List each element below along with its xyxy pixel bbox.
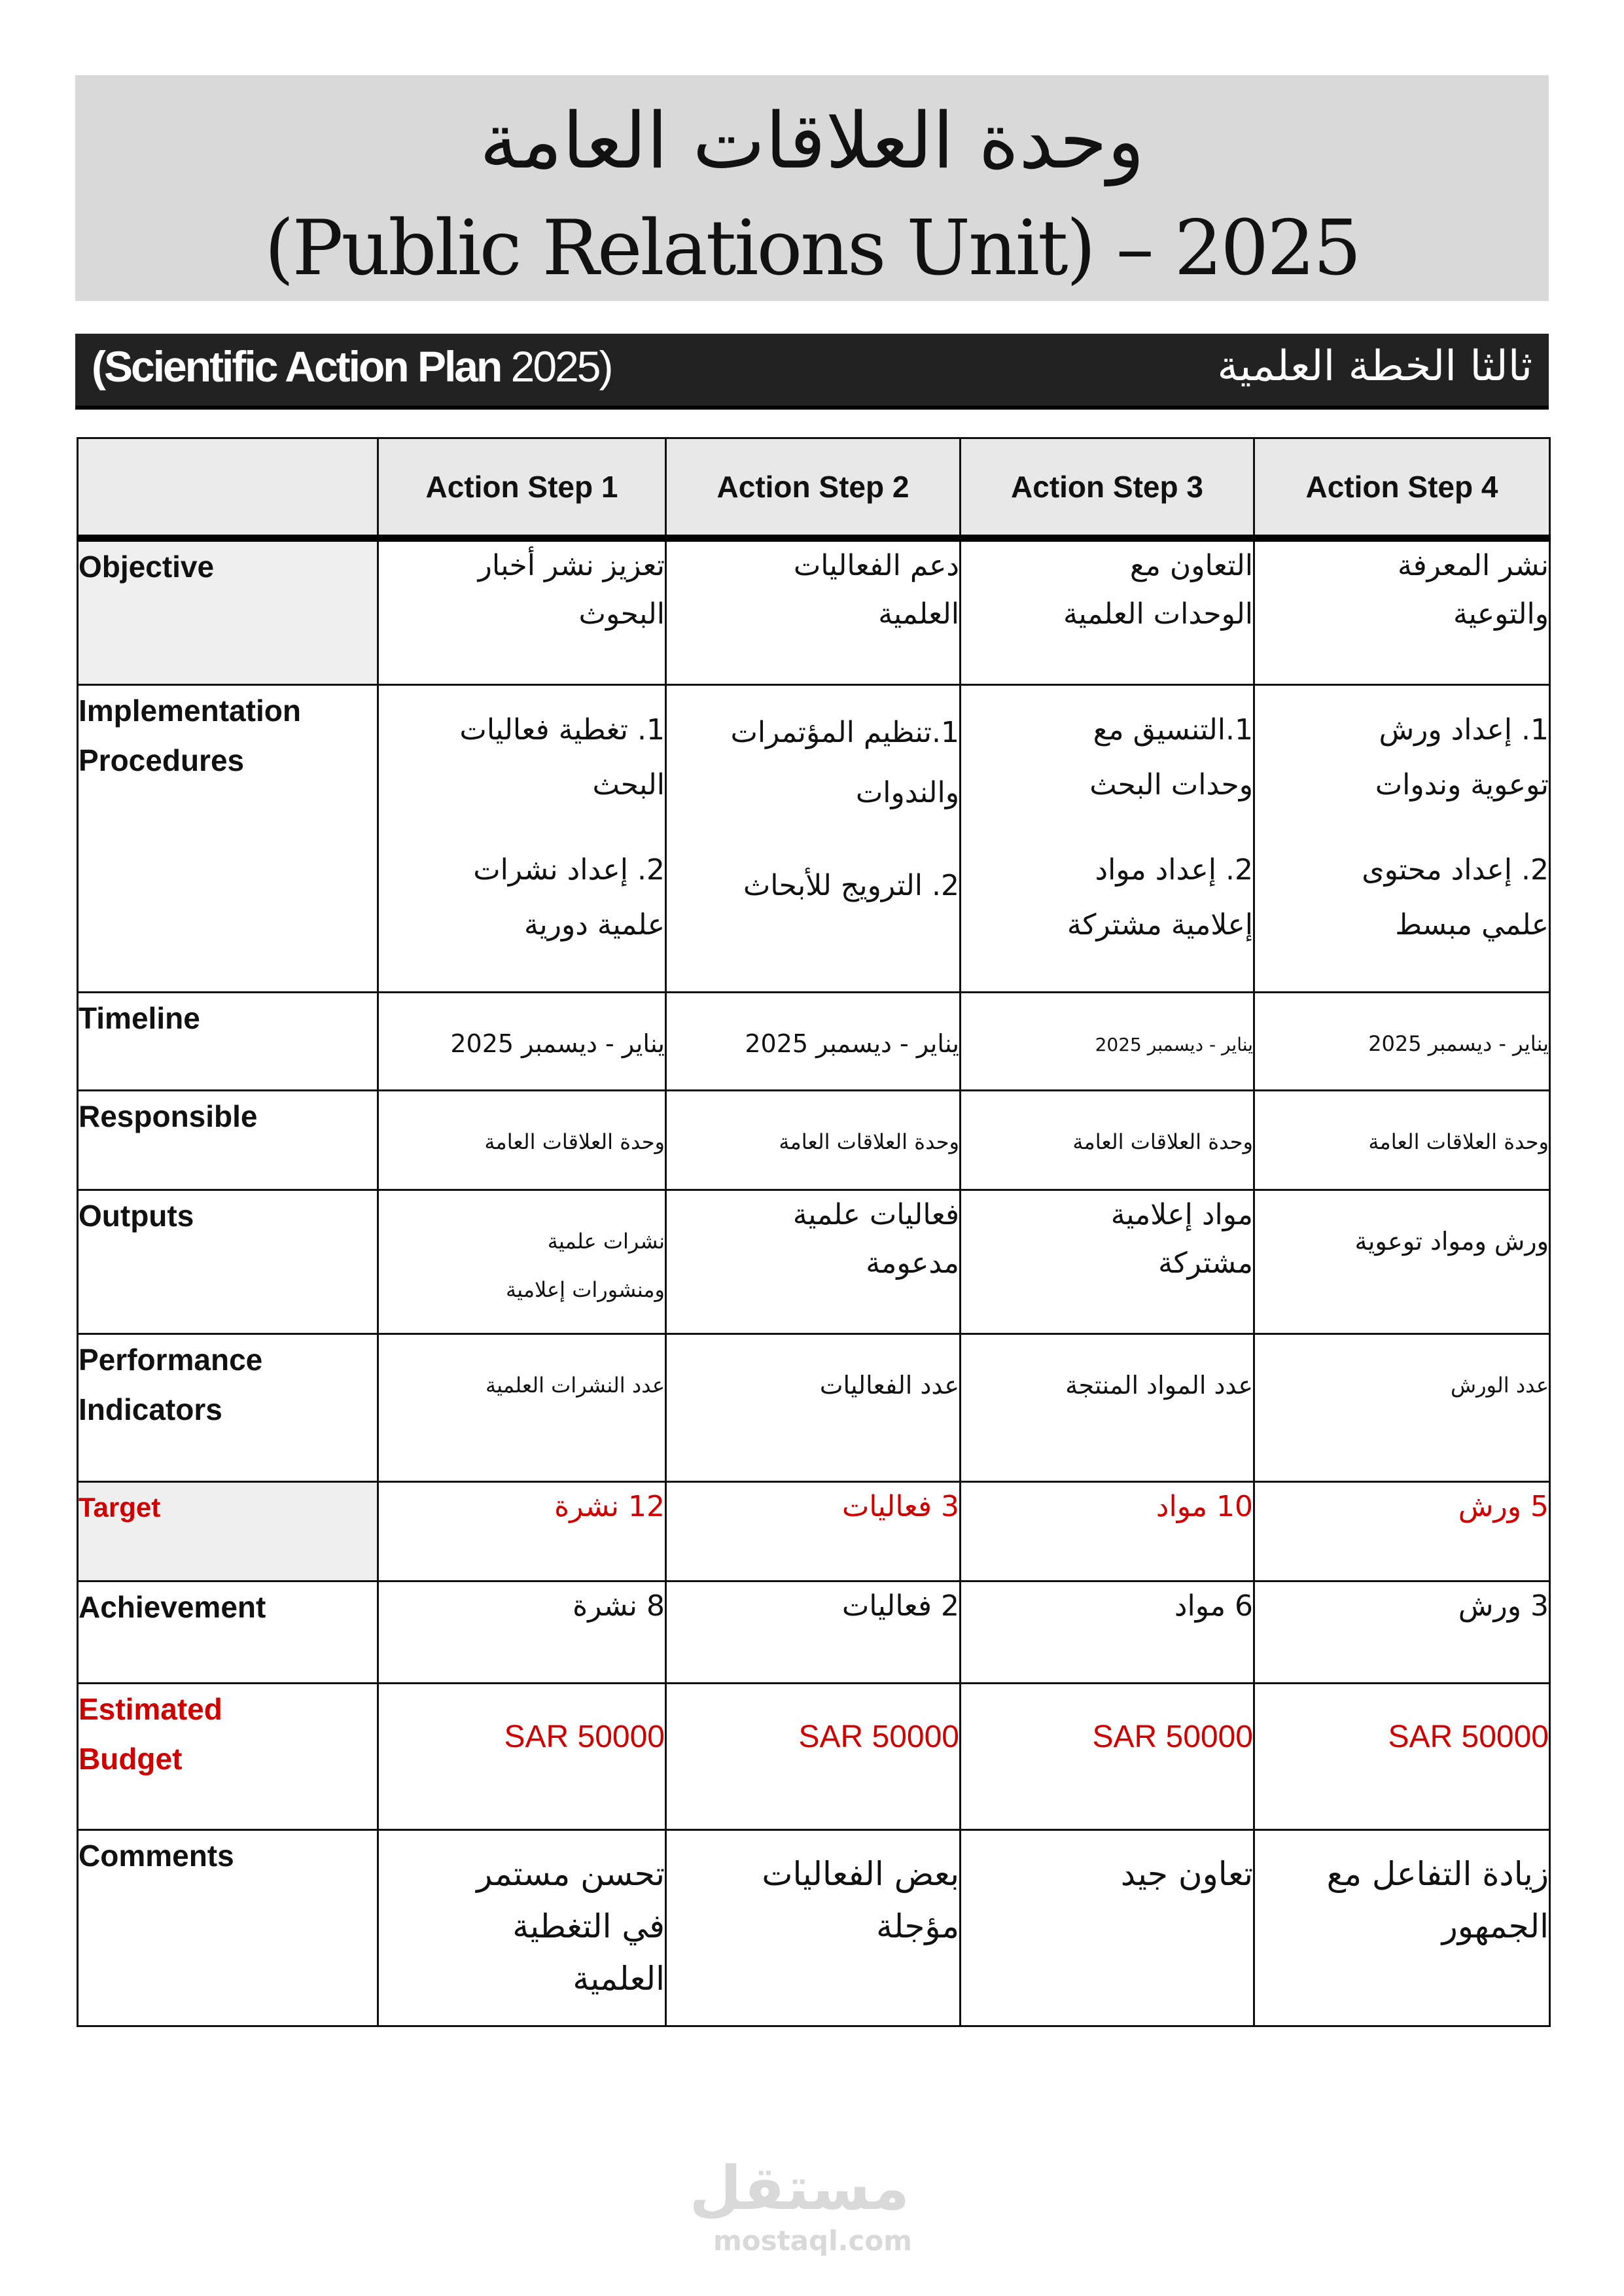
row-label: Outputs [78, 1190, 378, 1334]
table-row-budget [78, 1684, 1550, 1830]
table-cell: يناير - ديسمبر 2025 [961, 993, 1254, 1091]
table-cell: SAR 50000 [378, 1684, 666, 1830]
mostaql-watermark-logo [689, 2153, 912, 2257]
table-cell: 10 مواد [961, 1482, 1254, 1581]
table-row-indicators [78, 1334, 1550, 1482]
page-title-arabic: وحدة العلاقات العامة [479, 96, 1145, 186]
row-label: Objective [78, 539, 378, 685]
table-cell: SAR 50000 [1254, 1684, 1550, 1830]
table-cell: 6 مواد [961, 1581, 1254, 1684]
table-cell: 1. إعداد ورش توعوية وندوات 2. إعداد محتوى علمي مبسط [1254, 685, 1550, 993]
table-cell: تعزيز نشر أخبار البحوث [378, 539, 666, 685]
table-cell: 1.التنسيق مع وحدات البحث 2. إعداد مواد إعلامية مشتركة [961, 685, 1254, 993]
table-cell: بعض الفعاليات مؤجلة [666, 1830, 961, 2026]
table-row-procedures [78, 685, 1550, 993]
row-label: Implementation Procedures [78, 685, 378, 993]
table-cell: نشرات علمية ومنشورات إعلامية [378, 1190, 666, 1334]
table-cell: تحسن مستمر في التغطية العلمية [378, 1830, 666, 2026]
table-cell: وحدة العلاقات العامة [666, 1091, 961, 1190]
row-label: Comments [78, 1830, 378, 2026]
table-cell: عدد النشرات العلمية [378, 1334, 666, 1482]
table-cell: تعاون جيد [961, 1830, 1254, 2026]
table-cell: ورش ومواد توعوية [1254, 1190, 1550, 1334]
table-cell: وحدة العلاقات العامة [378, 1091, 666, 1190]
table-cell: يناير - ديسمبر 2025 [666, 993, 961, 1091]
table-cell: وحدة العلاقات العامة [961, 1091, 1254, 1190]
section-title-year: 2025) [501, 342, 612, 391]
row-label: Target [78, 1482, 378, 1581]
watermark-arabic: مستقل [689, 2153, 909, 2223]
table-cell: دعم الفعاليات العلمية [666, 539, 961, 685]
row-label: Timeline [78, 993, 378, 1091]
table-row-target [78, 1482, 1550, 1581]
section-title-bold: (Scientific Action Plan [92, 342, 501, 391]
section-heading-bar [75, 334, 1549, 410]
table-cell: يناير - ديسمبر 2025 [1254, 993, 1550, 1091]
table-cell: 1. تغطية فعاليات البحث 2. إعداد نشرات علمية دورية [378, 685, 666, 993]
page-title-english: (Public Relations Unit) – 2025 [264, 204, 1360, 292]
row-label: Performance Indicators [78, 1334, 378, 1482]
table-cell: 5 ورش [1254, 1482, 1550, 1581]
section-title-arabic: ثالثا الخطة العلمية [1217, 342, 1532, 391]
header-corner-cell [78, 438, 378, 539]
section-title-english [92, 334, 611, 399]
table-row-responsible [78, 1091, 1550, 1190]
row-label: Responsible [78, 1091, 378, 1190]
table-cell: فعاليات علمية مدعومة [666, 1190, 961, 1334]
watermark-url: mostaql.com [713, 2225, 912, 2257]
table-cell: وحدة العلاقات العامة [1254, 1091, 1550, 1190]
table-cell: زيادة التفاعل مع الجمهور [1254, 1830, 1550, 2026]
table-cell: يناير - ديسمبر 2025 [378, 993, 666, 1091]
table-cell: التعاون مع الوحدات العلمية [961, 539, 1254, 685]
table-cell: 3 ورش [1254, 1581, 1550, 1684]
table-header-row [78, 438, 1550, 539]
table-cell: عدد المواد المنتجة [961, 1334, 1254, 1482]
table-row-objective [78, 539, 1550, 685]
table-row-comments [78, 1830, 1550, 2026]
table-cell: SAR 50000 [666, 1684, 961, 1830]
action-plan-table [77, 437, 1551, 2027]
table-cell: نشر المعرفة والتوعية [1254, 539, 1550, 685]
row-label: Achievement [78, 1581, 378, 1684]
title-banner [75, 75, 1549, 301]
table-cell: عدد الفعاليات [666, 1334, 961, 1482]
column-header: Action Step 2 [666, 438, 961, 539]
table-cell: 2 فعاليات [666, 1581, 961, 1684]
table-row-achievement [78, 1581, 1550, 1684]
row-label: Estimated Budget [78, 1684, 378, 1830]
table-cell: 1.تنظيم المؤتمرات والندوات 2. الترويج للأبحاث [666, 685, 961, 993]
table-cell: 12 نشرة [378, 1482, 666, 1581]
column-header: Action Step 1 [378, 438, 666, 539]
table-cell: 3 فعاليات [666, 1482, 961, 1581]
column-header: Action Step 4 [1254, 438, 1550, 539]
table-cell: مواد إعلامية مشتركة [961, 1190, 1254, 1334]
table-row-outputs [78, 1190, 1550, 1334]
table-cell: SAR 50000 [961, 1684, 1254, 1830]
table-cell: عدد الورش [1254, 1334, 1550, 1482]
table-cell: 8 نشرة [378, 1581, 666, 1684]
table-row-timeline [78, 993, 1550, 1091]
column-header: Action Step 3 [961, 438, 1254, 539]
